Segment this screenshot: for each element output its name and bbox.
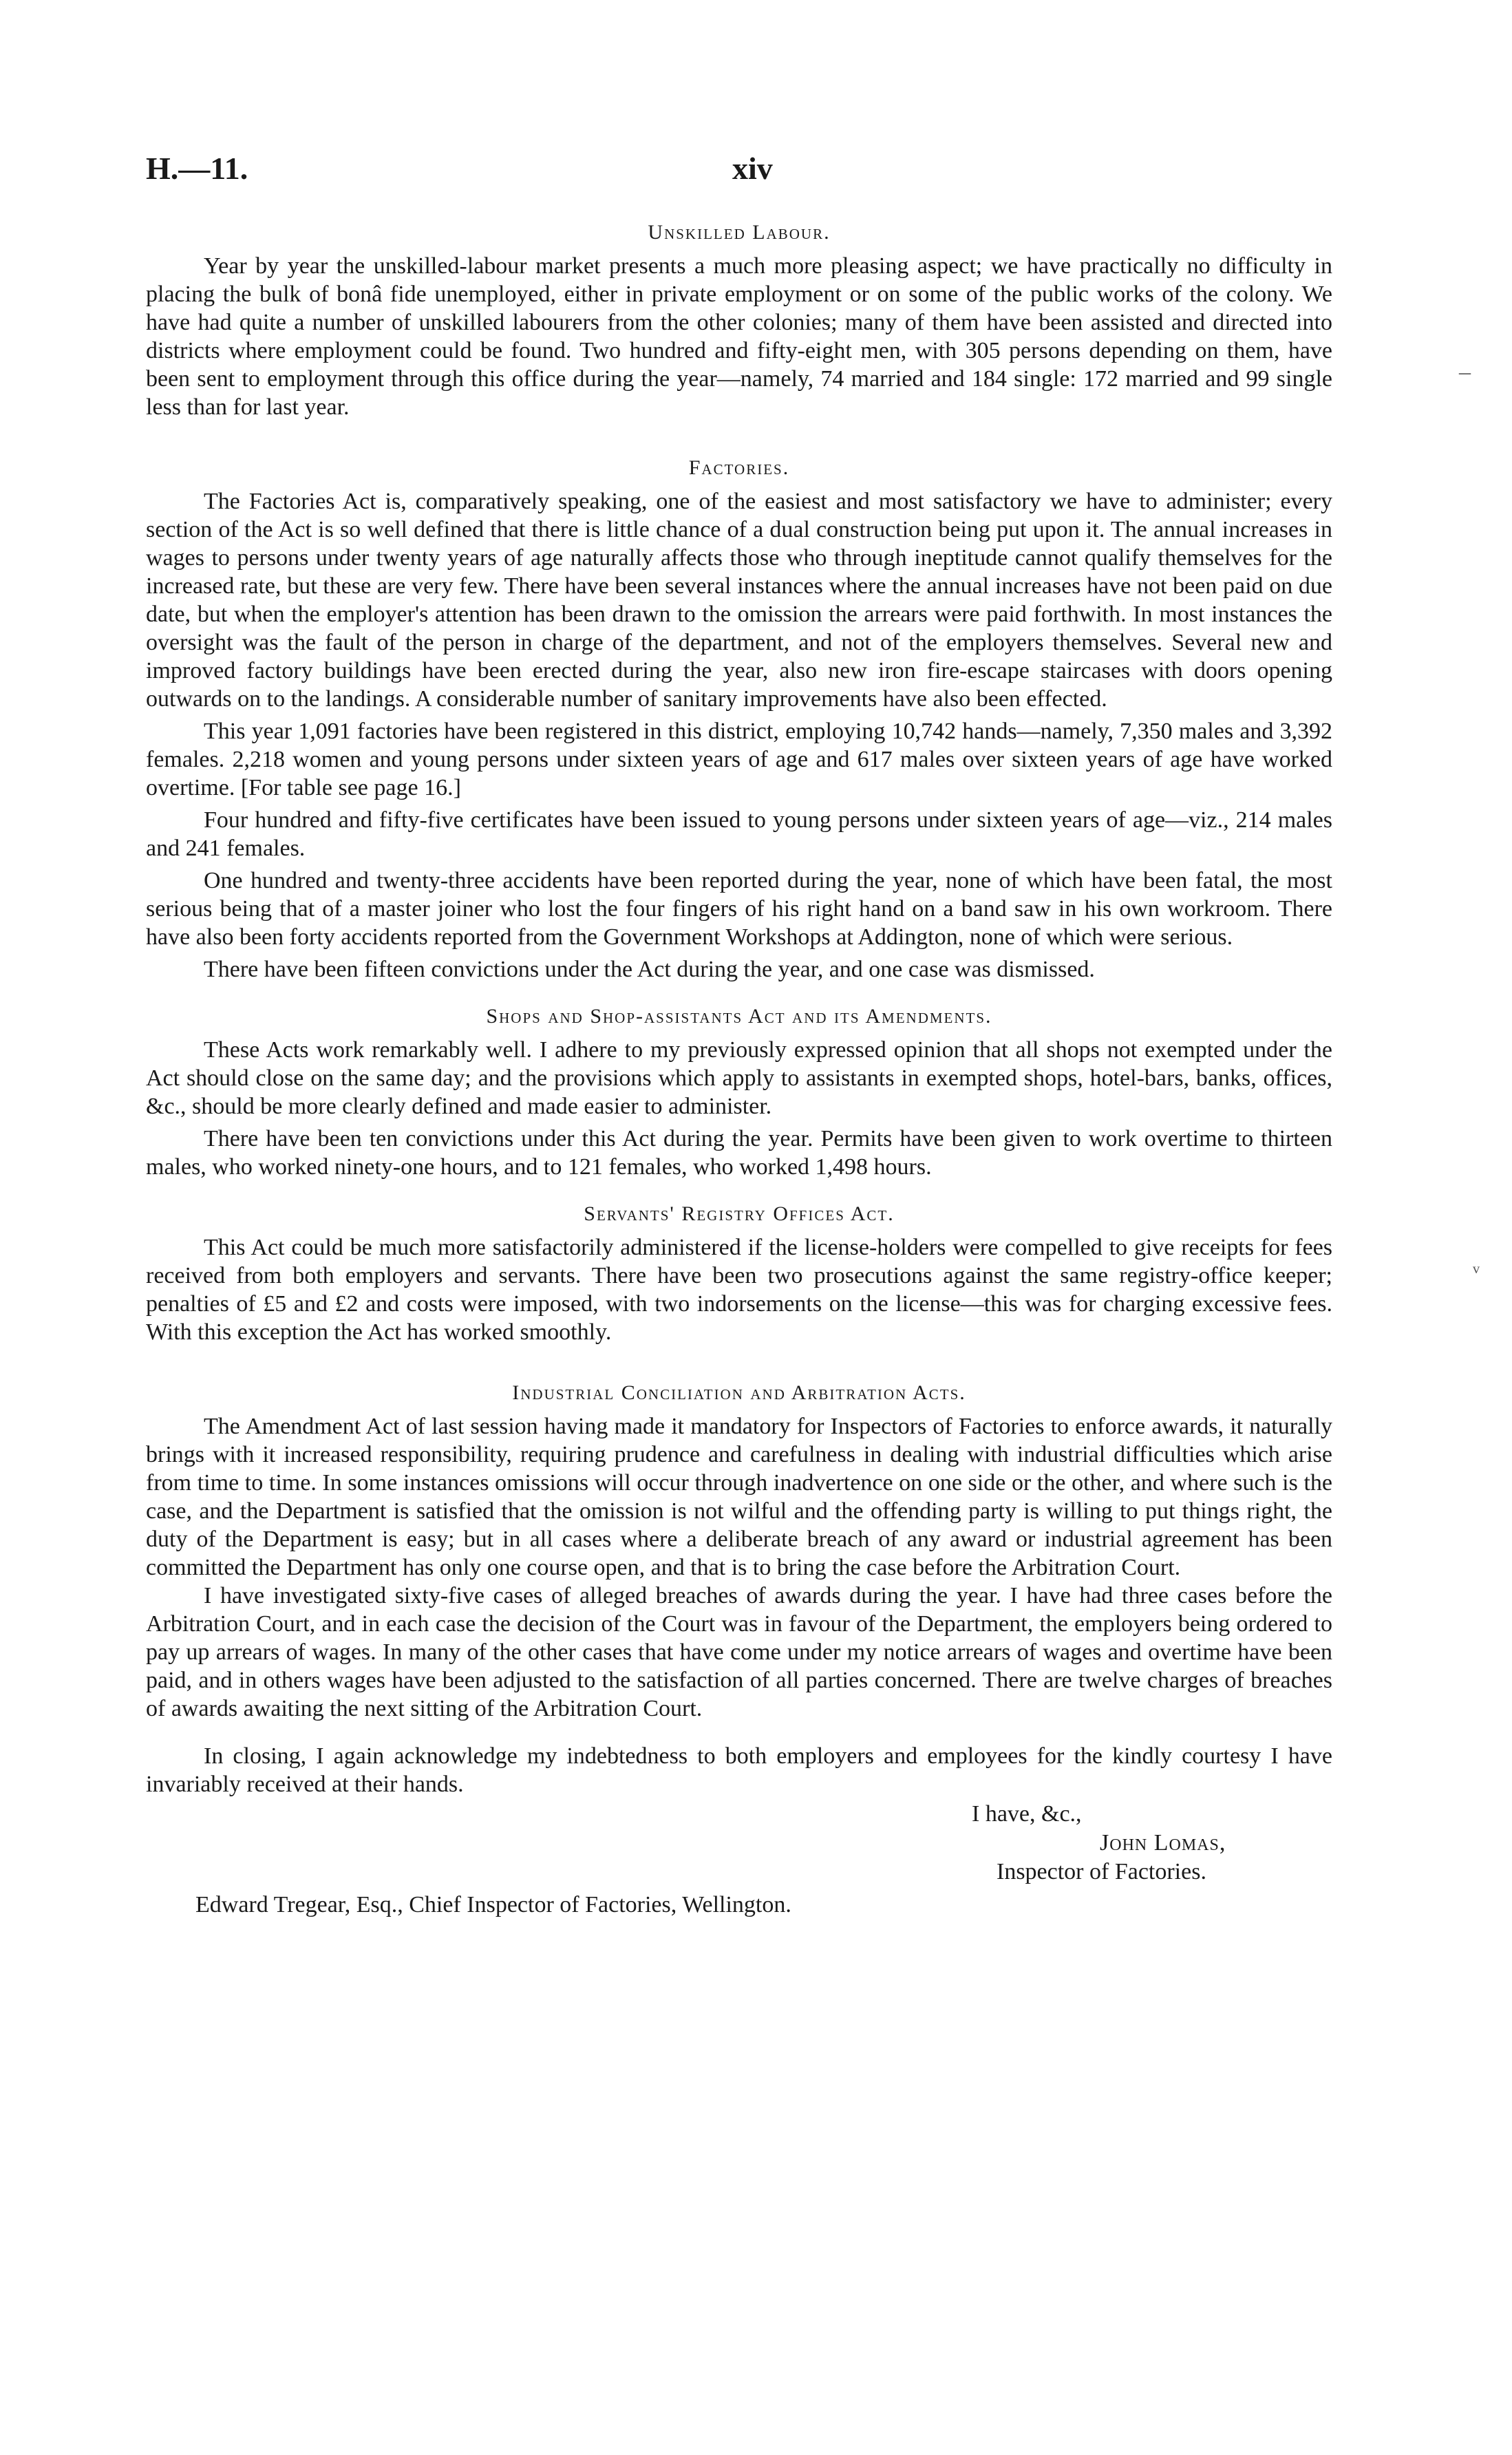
paragraph: One hundred and twenty-three accidents have been reported during the year, none of which have been fatal, the most serious being that of a master joiner who lost the four fingers of his right hand on a band saw in his own workroom. There have also been forty accidents reported from the Government Workshops at Addington, none of which were serious.: [146, 868, 1332, 950]
section-servants-registry: [146, 1200, 1332, 1346]
section-heading: Servants' Registry Offices Act.: [584, 1202, 895, 1225]
signatory-name: John Lomas,: [1100, 1830, 1226, 1856]
addressee: Edward Tregear, Esq., Chief Inspector of Factories, Wellington.: [195, 1892, 791, 1917]
section-shops-act: [146, 1003, 1332, 1181]
section-arbitration-acts: [146, 1379, 1332, 1723]
paragraph: Four hundred and fifty-five certificates have been issued to young persons under sixteen years of age—viz., 214 males and 241 females.: [146, 807, 1332, 861]
paragraph: There have been fifteen convictions under the Act during the year, and one case was dismissed.: [204, 957, 1095, 982]
section-heading: Factories.: [688, 456, 790, 479]
paragraph: The Factories Act is, comparatively speaking, one of the easiest and most satisfactory we have to administer; every section of the Act is so well defined that there is little chance of a dual construction being put upon it. The annual increases in wages to persons under twenty years of age naturally affects those who through ineptitude cannot qualify themselves for the increased rate, but these are very few. There have been several instances where the annual increases have not been paid on due date, but when the employer's attention has been drawn to the omission the arrears were paid forthwith. In most instances the oversight was the fault of the person in charge of the department, and not of the employers themselves. Several new and improved factory buildings have been erected during the year, also new iron fire-escape staircases with doors opening outwards on to the landings. A considerable number of sanitary improvements have also been effected.: [146, 489, 1332, 712]
paragraph: These Acts work remarkably well. I adhere to my previously expressed opinion that all shops not exempted under the Act should close on the same day; and the provisions which apply to assistants in exempted shops, hotel-bars, banks, offices, &c., should be more clearly defined and made easier to administer.: [146, 1037, 1332, 1119]
signatory-title: Inspector of Factories.: [997, 1859, 1206, 1884]
margin-mark: ᵥ: [1473, 1251, 1480, 1277]
paragraph: The Amendment Act of last session having made it mandatory for Inspectors of Factories to enforce awards, it naturally brings with it increased responsibility, requiring prudence and carefulness in dealing with industrial difficulties which arise from time to time. In some instances omissions will occur through inadvertence on one side or the other, and where such is the case, and the Department is satisfied that the omission is not wilful and the offending party is willing to put things right, the duty of the Department is easy; but in all cases where a deliberate breach of any award or industrial agreement has been committed the Department has only one course open, and that is to bring the case before the Arbitration Court.: [146, 1414, 1332, 1580]
paragraph: There have been ten convictions under this Act during the year. Permits have been given to work overtime to thirteen males, who worked ninety-one hours, and to 121 females, who worked 1,498 hours.: [146, 1126, 1332, 1180]
margin-mark: –: [1459, 359, 1471, 385]
section-unskilled-labour: [146, 219, 1332, 421]
section-heading: Industrial Conciliation and Arbitration Acts.: [512, 1381, 966, 1404]
signature-block: [146, 1798, 1332, 1888]
section-heading: Shops and Shop-assistants Act and its Amendments.: [486, 1005, 992, 1028]
closing-paragraph: In closing, I again acknowledge my indebtedness to both employers and employees for the kindly courtesy I have invariably received at their hands.: [146, 1743, 1332, 1797]
paragraph: This year 1,091 factories have been registered in this district, employing 10,742 hands—namely, 7,350 males and 3,392 females. 2,218 women and young persons under sixteen years of age and 617 males over sixteen years of age have worked overtime. [For table see page 16.]: [146, 719, 1332, 800]
paragraph: Year by year the unskilled-labour market presents a much more pleasing aspect; we have practically no difficulty in placing the bulk of bonâ fide unemployed, either in private employment or on some of the public works of the colony. We have had quite a number of unskilled labourers from the other colonies; many of them have been assisted and directed into districts where employment could be found. Two hundred and fifty-eight men, with 305 persons depending on them, have been sent to employment through this office during the year—namely, 74 married and 184 single: 172 married and 99 single less than for last year.: [146, 253, 1332, 420]
section-heading: Unskilled Labour.: [648, 221, 831, 244]
section-factories: [146, 454, 1332, 984]
salutation: I have, &c.,: [972, 1801, 1082, 1827]
paragraph: This Act could be much more satisfactorily administered if the license-holders were compelled to give receipts for fees received from both employers and servants. There have been two prosecutions against the same registry-office keeper; penalties of £5 and £2 and costs were imposed, with two indorsements on the license—this was for charging excessive fees. With this exception the Act has worked smoothly.: [146, 1235, 1332, 1345]
paragraph: I have investigated sixty-five cases of alleged breaches of awards during the year. I have had three cases before the Arbitration Court, and in each case the decision of the Court was in favour of the Department, the employers being ordered to pay up arrears of wages. In many of the other cases that have come under my notice arrears of wages and overtime have been paid, and in others wages have been adjusted to the satisfaction of all parties concerned. There are twelve charges of breaches of awards awaiting the next sitting of the Arbitration Court.: [146, 1583, 1332, 1721]
page-number: xiv: [732, 151, 773, 186]
page-reference: H.—11.: [146, 151, 248, 186]
report-body: [146, 219, 1332, 1919]
page-header: [146, 150, 1357, 198]
